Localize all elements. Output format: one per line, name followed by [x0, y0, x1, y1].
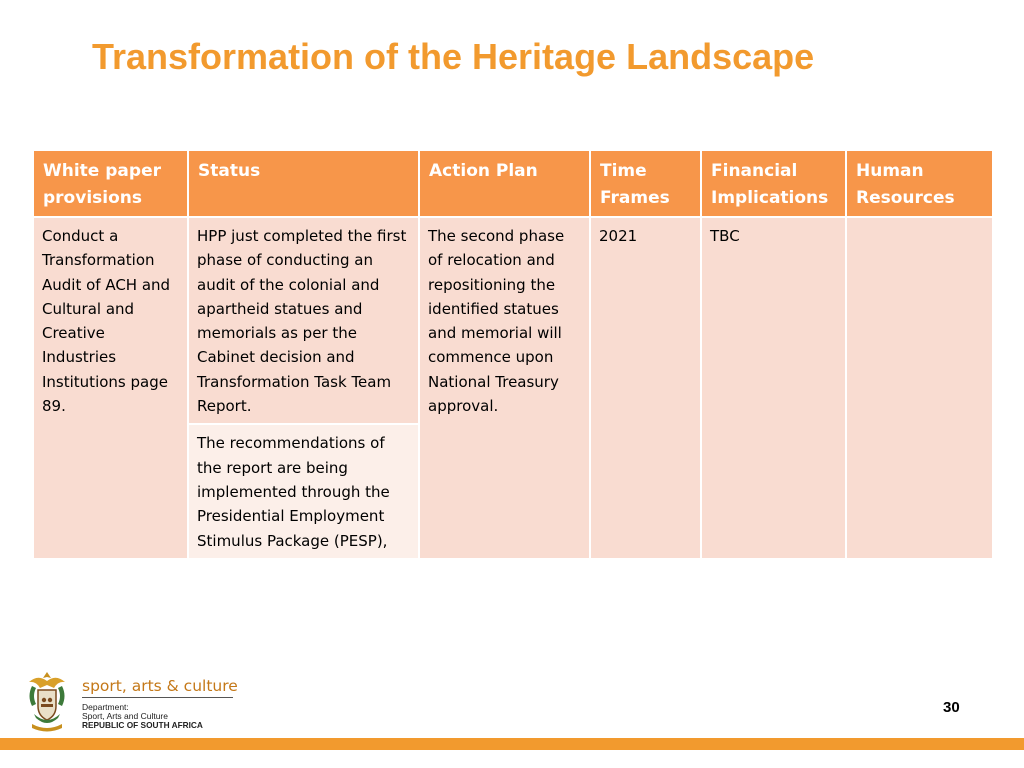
brand-name: sport, arts & culture [82, 677, 233, 698]
cell-financial-implications: TBC [701, 217, 846, 559]
header-financial-implications: Financial Implications [701, 150, 846, 217]
page-number: 30 [943, 699, 960, 716]
header-time-frames: Time Frames [590, 150, 701, 217]
cell-action-plan: The second phase of relocation and repositioning the identified statues and memorial will commence upon National Treasury approval. [419, 217, 590, 559]
header-human-resources: Human Resources [846, 150, 993, 217]
transformation-table [32, 149, 994, 560]
header-status: Status [188, 150, 419, 217]
table-row [33, 217, 993, 424]
country-name: REPUBLIC OF SOUTH AFRICA [82, 720, 203, 730]
department-branding [82, 677, 238, 730]
header-white-paper-provisions: White paper provisions [33, 150, 188, 217]
header-action-plan: Action Plan [419, 150, 590, 217]
department-label: Department: [82, 702, 129, 712]
cell-status-1: HPP just completed the first phase of conducting an audit of the colonial and apartheid statues and memorials as per the Cabinet decision and Transformation Task Team Report. [188, 217, 419, 424]
south-africa-coat-of-arms-icon [24, 668, 70, 734]
cell-time-frames: 2021 [590, 217, 701, 559]
slide-title: Transformation of the Heritage Landscape [92, 36, 815, 77]
cell-status-2: The recommendations of the report are being implemented through the Presidential Employment Stimulus Package (PESP), [188, 424, 419, 558]
department-name: Sport, Arts and Culture [82, 711, 168, 721]
cell-human-resources [846, 217, 993, 559]
cell-provision: Conduct a Transformation Audit of ACH and Cultural and Creative Industries Institutions page 89. [33, 217, 188, 559]
table-header-row [33, 150, 993, 217]
footer-bar [0, 738, 1024, 750]
